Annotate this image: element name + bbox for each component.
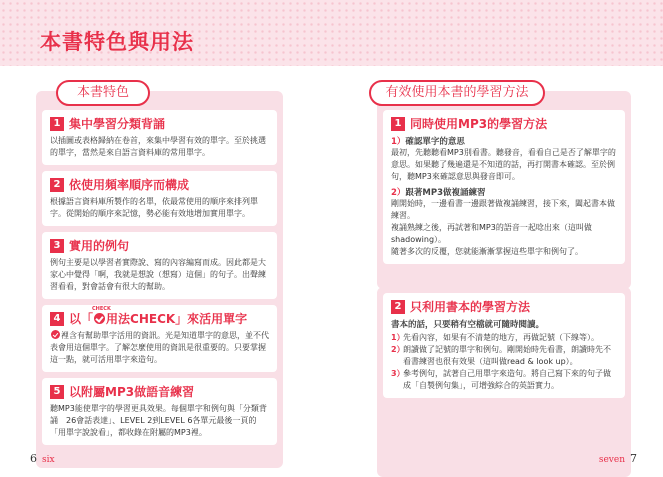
method-title: 只利用書本的學習方法 [410,300,531,314]
feature-card-4 [42,305,277,372]
methods-panel-1 [377,91,631,289]
method-card-1 [383,110,625,264]
method-title: 同時使用MP3的學習方法 [410,117,548,131]
feature-number: 5 [50,385,64,399]
page-title: 本書特色與用法 [40,30,194,54]
feature-title: 實用的例句 [69,239,130,253]
check-small-label: CHECK [92,306,111,312]
method-text: 剛開始時，一邊看書一邊跟著做複誦練習，接下來，闔起書本做練習。 複誦熟練之後，再試著和MP3的語音一起唸出來（這叫做shadowing）。 隨著多次的反覆，您就能漸漸掌握這些單字和例句了。 [391,199,615,256]
feature-title-prefix: 以「 [69,312,94,326]
check-circle-icon [51,330,60,339]
page-number-left: 6 six [30,452,55,465]
feature-card-1 [42,110,277,165]
feature-card-2 [42,171,277,226]
method-subheading: 2）跟著MP3做複誦練習 [391,188,486,198]
method-number: 2 [391,300,405,314]
methods-section-label: 有效使用本書的學習方法 [369,80,545,106]
method-subheading: 1）確認單字的意思 [391,137,465,147]
method-text: 最初，先聽聽看MP3別看書。聽發音，看看自己是否了解單字的意思。如果聽了幾遍還是不知道的話，再打開書本確認。至於例句，聽MP3來確認意思與發音即可。 [391,148,616,181]
feature-text: 聽MP3能使單字的學習更具效果。每個單字和例句與「分類背誦 26會話表達」、LEVEL 2到LEVEL 6各單元最後一頁的「用單字說說看」，都收錄在附屬的MP3裡。 [50,404,267,437]
feature-text: 例句主要是以學習者實際說、寫的內容編寫而成。因此都是大家心中覺得「啊，我就是想說（想寫）這個」的句子。出聲練習看看，對會話會有很大的幫助。 [50,258,266,291]
feature-text-wrap [50,330,269,366]
method-intro: 書本的話，只要稍有空檔就可隨時閱讀。 [391,320,545,330]
feature-title: 依使用頻率順序而構成 [69,178,190,192]
feature-title-suffix: 用法CHECK」來活用單字 [106,312,248,326]
feature-card-5 [42,378,277,445]
method-card-2 [383,293,625,398]
list-item: 3） 參考例句，試著自己用單字來造句。將自己寫下來的句子做成「自製例句集」，可增強綜合的英語實力。 [391,369,611,390]
feature-title [69,306,248,327]
feature-text: 以插圖或表格歸納在卷首，來集中學習有效的單字。至於挑選的單字，當然是來自語言資料庫的常用單字。 [50,136,266,157]
feature-title: 集中學習分類背誦 [69,117,166,131]
feature-text: 根據語言資料庫所製作的名單，依最常使用的順序來排列單字。從開始的順序來記憶，勢必能有效地增加實用單字。 [50,197,258,218]
feature-number: 2 [50,178,64,192]
check-circle-icon [94,313,105,324]
feature-number: 3 [50,239,64,253]
page-number-right: seven 7 [598,452,637,465]
feature-text: 裡含有幫助單字活用的資訊。光是知道單字的意思，並不代表會用這個單字。了解怎麼使用的資訊是很重要的。只要掌握這一點，就可活用單字來造句。 [50,331,269,364]
method-number: 1 [391,117,405,131]
features-panel [36,91,283,468]
feature-card-3 [42,232,277,299]
feature-number: 1 [50,117,64,131]
list-item: 2） 朗讀做了記號的單字和例句。剛開始時先看書，朗讀時先不看書練習也很有效果（這叫做read & look up）。 [391,345,611,366]
feature-title: 以附屬MP3做語音練習 [69,385,195,399]
check-badge [92,306,111,326]
feature-number: 4 [50,312,64,326]
features-section-label: 本書特色 [56,80,150,106]
list-item: 1） 先看內容，如果有不清楚的地方，再做記號（下線等）。 [391,333,599,342]
